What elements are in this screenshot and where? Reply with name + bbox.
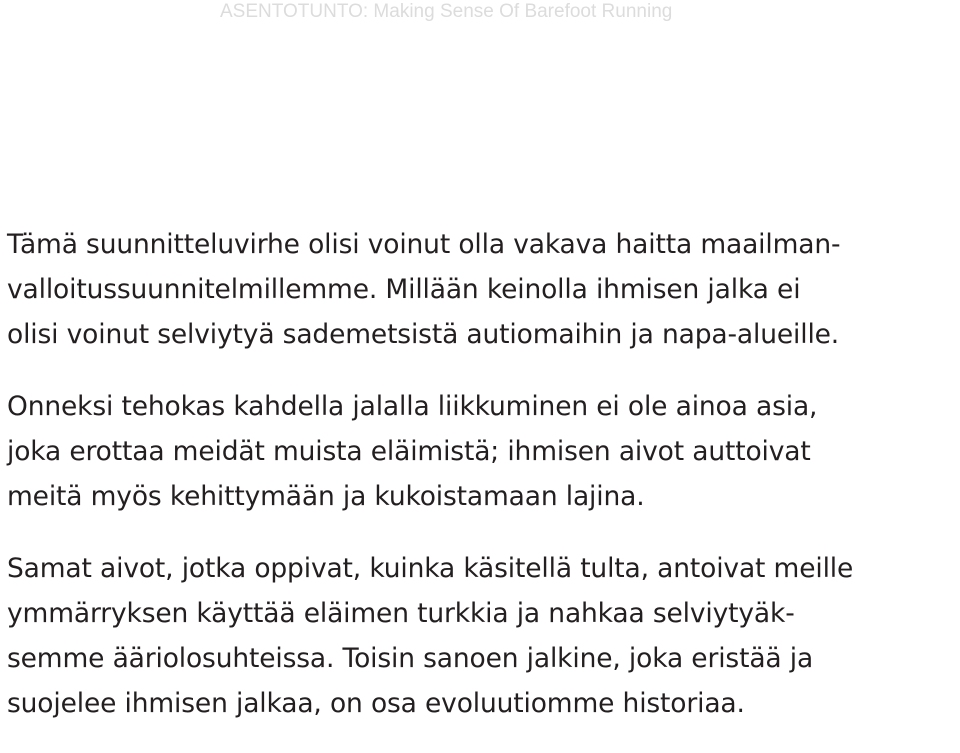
paragraph-1 [7, 222, 957, 357]
text-line: semme ääriolosuhteissa. Toisin sanoen jalkine, joka eristää ja [7, 643, 814, 674]
text-line: olisi voinut selviytyä sademetsistä autiomaihin ja napa-alueille. [7, 319, 840, 350]
text-line: valloitussuunnitelmillemme. Millään keinolla ihmisen jalka ei [7, 274, 801, 305]
text-line: joka erottaa meidät muista eläimistä; ihmisen aivot auttoivat [7, 436, 811, 467]
paragraph-2 [7, 384, 957, 519]
text-line: suojelee ihmisen jalkaa, on osa evoluutiomme historiaa. [7, 688, 745, 719]
text-line: meitä myös kehittymään ja kukoistamaan lajina. [7, 481, 645, 512]
paragraph-3 [7, 546, 957, 726]
text-line: ymmärryksen käyttää eläimen turkkia ja nahkaa selviytyäk- [7, 598, 795, 629]
running-header: ASENTOTUNTO: Making Sense Of Barefoot Running [220, 1, 673, 22]
body-text [7, 222, 957, 753]
text-line: Samat aivot, jotka oppivat, kuinka käsitellä tulta, antoivat meille [7, 553, 854, 584]
text-line: Tämä suunnitteluvirhe olisi voinut olla vakava haitta maailman- [7, 229, 841, 260]
text-line: Onneksi tehokas kahdella jalalla liikkuminen ei ole ainoa asia, [7, 391, 818, 422]
